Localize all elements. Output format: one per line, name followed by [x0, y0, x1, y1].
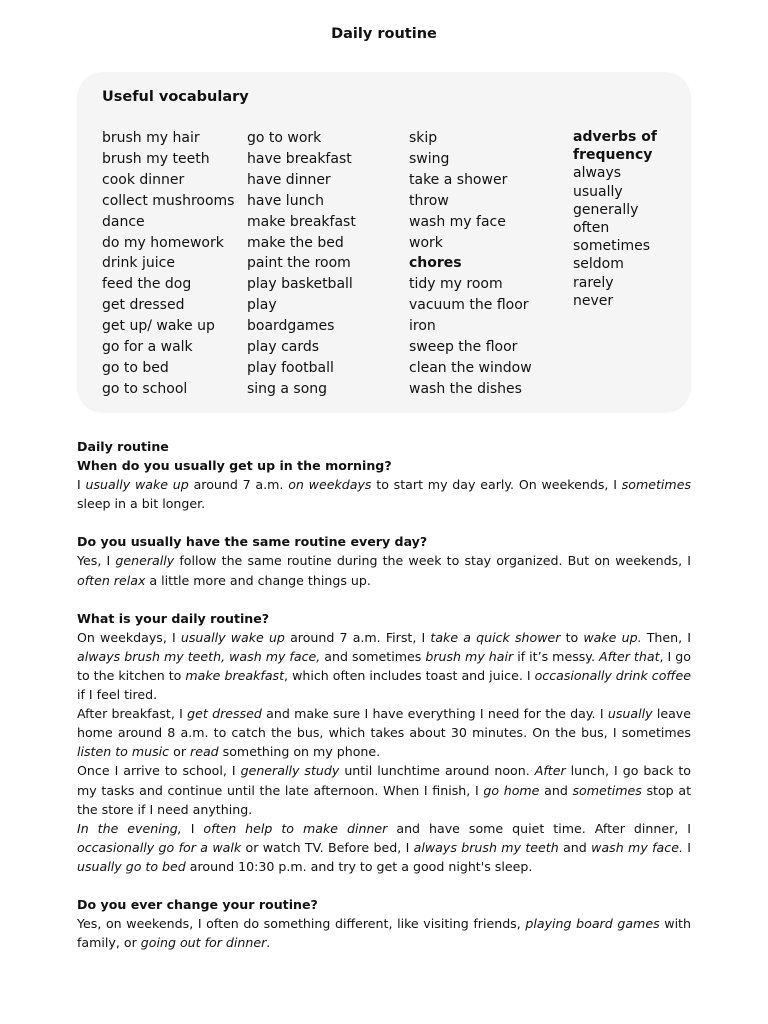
spacer — [77, 876, 691, 895]
vocab-item: make breakfast — [247, 213, 356, 230]
vocab-item: get up/ wake up — [102, 318, 215, 335]
emphasized-phrase: always brush my teeth, wash my face, — [77, 648, 321, 664]
emphasized-phrase: After — [534, 763, 566, 779]
chores-heading: chores — [409, 255, 462, 272]
vocab-item: throw — [409, 192, 449, 209]
vocab-item: wash the dishes — [409, 380, 522, 397]
answer-3-paragraph-4: In the evening, I often help to make dinner and have some quiet time. After dinner, I occasionally go for a walk or watch TV. Before bed, I always brush my teeth and wash my face. I usually go to bed around 10:30 p.m. and try to get a good night's sleep. — [77, 820, 692, 874]
answer-1: I usually wake up around 7 a.m. on weekdays to start my day early. On weekends, I sometimes sleep in a bit longer. — [77, 477, 691, 512]
vocabulary-column-4 — [573, 128, 657, 310]
emphasized-phrase: listen to music — [77, 744, 170, 760]
emphasized-phrase: usually go to bed — [77, 858, 186, 874]
vocab-item: go to school — [102, 380, 188, 397]
routine-text — [77, 437, 691, 952]
vocab-item: often — [573, 220, 610, 237]
emphasized-phrase: get dressed — [187, 706, 262, 722]
vocab-item: brush my hair — [102, 130, 200, 146]
emphasized-phrase: brush my hair — [425, 648, 514, 664]
vocab-item: tidy my room — [409, 276, 503, 293]
emphasized-phrase: generally study — [240, 763, 340, 779]
page-title: Daily routine — [331, 26, 437, 42]
emphasized-phrase: usually wake up — [85, 477, 189, 493]
answer-4: Yes, on weekends, I often do something different, like visiting friends, playing board games with family, or going out for dinner. — [77, 916, 691, 951]
answer-3-paragraph-3: Once I arrive to school, I generally study until lunchtime around noon. After lunch, I go back to my tasks and continue until the late afternoon. When I finish, I go home and sometimes stop at the store if I need anything. — [77, 763, 692, 817]
emphasized-phrase: go home — [483, 782, 540, 798]
vocab-item: never — [573, 292, 614, 309]
vocab-item: play — [247, 297, 277, 314]
question-1: When do you usually get up in the morning? — [77, 458, 392, 474]
vocab-item: rarely — [573, 274, 614, 291]
vocab-item: seldom — [573, 256, 624, 273]
spacer — [77, 513, 691, 532]
emphasized-phrase: going out for dinner — [140, 935, 267, 951]
vocab-item: take a shower — [409, 171, 508, 188]
emphasized-phrase: sometimes — [621, 477, 691, 493]
vocabulary-column-3 — [409, 128, 532, 400]
vocabulary-box — [77, 72, 691, 413]
vocab-item: sing a song — [247, 380, 328, 397]
emphasized-phrase: usually wake up — [180, 629, 285, 645]
emphasized-phrase: After that — [599, 648, 660, 664]
vocab-item: paint the room — [247, 255, 351, 272]
vocabulary-heading: Useful vocabulary — [102, 89, 249, 105]
vocab-item: iron — [409, 318, 436, 335]
vocab-item: dance — [102, 213, 145, 230]
question-4: Do you ever change your routine? — [77, 896, 318, 912]
answer-3-paragraph-1: On weekdays, I usually wake up around 7 a.m. First, I take a quick shower to wake up. Then, I always brush my teeth, wash my face, and sometimes brush my hair if it’s messy. After that, I go to the kitchen to make breakfast, which often includes toast and juice. I occasionally drink coffee if I feel tired. — [77, 629, 692, 703]
emphasized-phrase: wash my face. — [591, 839, 683, 855]
vocabulary-column-2 — [247, 128, 356, 400]
emphasized-phrase: read — [190, 744, 219, 760]
adverbs-heading-line-2: frequency — [573, 147, 653, 164]
vocab-item: generally — [573, 201, 639, 218]
emphasized-phrase: sometimes — [572, 782, 642, 798]
vocab-item: drink juice — [102, 255, 175, 272]
emphasized-phrase: on weekdays — [288, 477, 372, 493]
vocab-item: always — [573, 165, 622, 182]
vocab-item: get dressed — [102, 297, 185, 314]
vocab-item: sweep the floor — [409, 339, 518, 356]
spacer — [77, 590, 691, 609]
vocab-item: wash my face — [409, 213, 506, 230]
vocab-item: feed the dog — [102, 276, 192, 293]
emphasized-phrase: In the evening, — [77, 820, 182, 836]
vocab-item: have lunch — [247, 192, 325, 209]
vocab-item: play football — [247, 359, 334, 376]
emphasized-phrase: always brush my teeth — [413, 839, 559, 855]
vocab-item: sometimes — [573, 238, 651, 255]
question-2: Do you usually have the same routine every day? — [77, 534, 428, 550]
vocab-item: skip — [409, 130, 438, 146]
vocab-item: clean the window — [409, 359, 532, 376]
vocab-item: cook dinner — [102, 171, 185, 188]
vocab-item: go to work — [247, 130, 322, 146]
vocab-item: vacuum the floor — [409, 297, 529, 314]
vocab-item: work — [409, 234, 443, 251]
vocab-item: play basketball — [247, 276, 353, 293]
vocab-item: make the bed — [247, 234, 344, 251]
vocab-item: go to bed — [102, 359, 169, 376]
vocab-item: boardgames — [247, 318, 335, 335]
section-title: Daily routine — [77, 439, 169, 454]
emphasized-phrase: playing board games — [525, 916, 660, 932]
vocab-item: swing — [409, 150, 450, 167]
emphasized-phrase: usually — [607, 706, 653, 722]
emphasized-phrase: often help to make dinner — [203, 820, 388, 836]
answer-3-paragraph-2: After breakfast, I get dressed and make sure I have everything I need for the day. I usually leave home around 8 a.m. to catch the bus, which takes about 30 minutes. On the bus, I sometimes listen to music or read something on my phone. — [77, 706, 691, 760]
vocab-item: do my homework — [102, 234, 224, 251]
adverbs-heading-line-1: adverbs of — [573, 129, 657, 145]
emphasized-phrase: occasionally go for a walk — [77, 839, 242, 855]
emphasized-phrase: make breakfast — [185, 667, 285, 683]
vocab-item: brush my teeth — [102, 150, 210, 167]
vocab-item: play cards — [247, 339, 320, 356]
emphasized-phrase: generally — [115, 553, 175, 569]
vocab-item: collect mushrooms — [102, 192, 235, 209]
vocab-item: go for a walk — [102, 339, 193, 356]
emphasized-phrase: occasionally drink coffee — [534, 667, 691, 683]
vocab-item: have breakfast — [247, 150, 352, 167]
emphasized-phrase: often relax — [77, 572, 146, 588]
vocab-item: have dinner — [247, 171, 331, 188]
answer-2: Yes, I generally follow the same routine during the week to stay organized. But on weekends, I often relax a little more and change things up. — [77, 553, 691, 588]
emphasized-phrase: take a quick shower — [430, 629, 561, 645]
emphasized-phrase: wake up. — [583, 629, 642, 645]
vocab-item: usually — [573, 183, 623, 200]
question-3: What is your daily routine? — [77, 610, 270, 626]
vocabulary-column-1 — [102, 128, 234, 400]
